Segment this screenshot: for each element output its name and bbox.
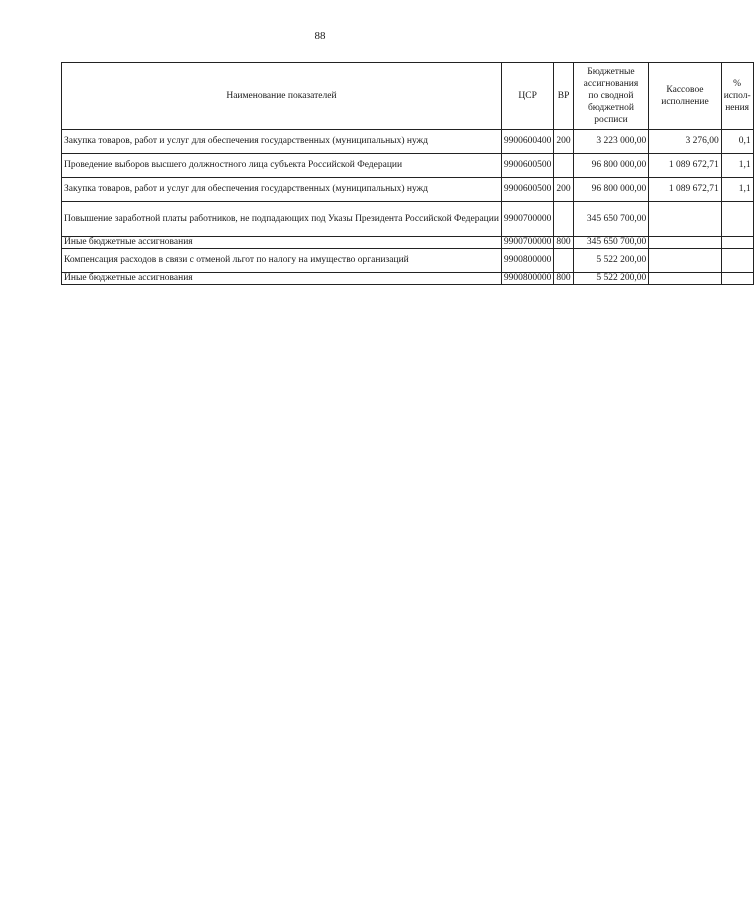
cell-csr: 9900700000 <box>501 237 554 249</box>
cell-name: Повышение заработной платы работников, не подпадающих под Указы Президента Российской Федерации <box>62 202 502 237</box>
header-csr: ЦСР <box>501 63 554 130</box>
cell-allocations: 96 800 000,00 <box>573 154 649 178</box>
cell-csr: 9900800000 <box>501 273 554 285</box>
cell-csr: 9900800000 <box>501 249 554 273</box>
table-row <box>62 154 754 178</box>
cell-name: Иные бюджетные ассигнования <box>62 273 502 285</box>
cell-name: Иные бюджетные ассигнования <box>62 237 502 249</box>
cell-cash <box>649 249 721 273</box>
cell-vr: 800 <box>554 273 573 285</box>
cell-csr: 9900600500 <box>501 154 554 178</box>
table-header-row <box>62 63 754 130</box>
cell-allocations: 345 650 700,00 <box>573 202 649 237</box>
header-pct: % испол-нения <box>721 63 753 130</box>
cell-cash: 1 089 672,71 <box>649 154 721 178</box>
cell-allocations: 96 800 000,00 <box>573 178 649 202</box>
cell-cash: 1 089 672,71 <box>649 178 721 202</box>
cell-csr: 9900700000 <box>501 202 554 237</box>
cell-vr: 200 <box>554 178 573 202</box>
cell-pct <box>721 237 753 249</box>
cell-allocations: 345 650 700,00 <box>573 237 649 249</box>
header-cash: Кассовое исполнение <box>649 63 721 130</box>
cell-pct: 0,1 <box>721 130 753 154</box>
cell-cash <box>649 202 721 237</box>
header-name: Наименование показателей <box>62 63 502 130</box>
cell-cash: 3 276,00 <box>649 130 721 154</box>
cell-vr <box>554 202 573 237</box>
cell-vr <box>554 249 573 273</box>
cell-pct <box>721 273 753 285</box>
cell-allocations: 5 522 200,00 <box>573 249 649 273</box>
header-vr: ВР <box>554 63 573 130</box>
page-number: 88 <box>314 30 326 42</box>
cell-allocations: 3 223 000,00 <box>573 130 649 154</box>
header-allocations: Бюджетные ассигнования по сводной бюджетной росписи <box>573 63 649 130</box>
cell-vr: 200 <box>554 130 573 154</box>
cell-csr: 9900600400 <box>501 130 554 154</box>
cell-cash <box>649 273 721 285</box>
cell-name: Компенсация расходов в связи с отменой льгот по налогу на имущество организаций <box>62 249 502 273</box>
cell-pct: 1,1 <box>721 154 753 178</box>
table-row <box>62 249 754 273</box>
table-row <box>62 202 754 237</box>
cell-pct <box>721 202 753 237</box>
budget-table <box>61 62 754 285</box>
cell-cash <box>649 237 721 249</box>
cell-name: Закупка товаров, работ и услуг для обеспечения государственных (муниципальных) нужд <box>62 178 502 202</box>
table-row <box>62 273 754 285</box>
cell-allocations: 5 522 200,00 <box>573 273 649 285</box>
table-row <box>62 178 754 202</box>
cell-pct <box>721 249 753 273</box>
cell-name: Закупка товаров, работ и услуг для обеспечения государственных (муниципальных) нужд <box>62 130 502 154</box>
cell-pct: 1,1 <box>721 178 753 202</box>
cell-vr <box>554 154 573 178</box>
cell-name: Проведение выборов высшего должностного лица субъекта Российской Федерации <box>62 154 502 178</box>
cell-csr: 9900600500 <box>501 178 554 202</box>
table-row <box>62 130 754 154</box>
cell-vr: 800 <box>554 237 573 249</box>
table-row <box>62 237 754 249</box>
